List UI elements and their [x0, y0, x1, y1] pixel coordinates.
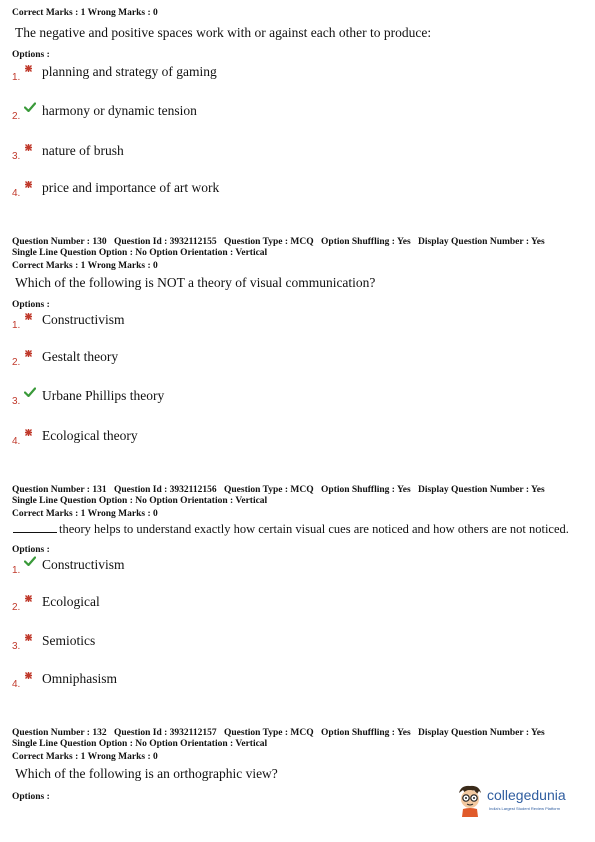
- option-row: [12, 101, 197, 122]
- display-question-number: Display Question Number : Yes: [418, 237, 545, 247]
- question-text-q129: The negative and positive spaces work with or against each other to produce:: [15, 25, 432, 40]
- option-text: Urbane Phillips theory: [42, 388, 165, 403]
- collegedunia-logo: [455, 783, 580, 819]
- option-row: [12, 310, 125, 331]
- marks-q131: Correct Marks : 1 Wrong Marks : 0: [12, 509, 158, 519]
- option-row: [12, 669, 118, 690]
- option-text: planning and strategy of gaming: [42, 64, 217, 79]
- option-text: price and importance of art work: [42, 180, 220, 195]
- question-number: Question Number : 131: [12, 485, 107, 495]
- question-id: Question Id : 3932112156: [113, 485, 217, 495]
- logo-tagline: India's Largest Student Review Platform: [489, 806, 561, 811]
- question-type: Question Type : MCQ: [224, 485, 314, 495]
- question-text-q131: [13, 522, 569, 537]
- option-row: [12, 178, 220, 199]
- option-text: harmony or dynamic tension: [42, 103, 197, 118]
- option-number: 3.: [12, 151, 21, 162]
- option-number: 2.: [12, 111, 21, 122]
- marks-q129: Correct Marks : 1 Wrong Marks : 0: [12, 8, 158, 18]
- option-row: [12, 592, 100, 613]
- option-text: Ecological: [42, 594, 100, 609]
- option-number: 4.: [12, 436, 21, 447]
- cross-icon: [24, 345, 38, 363]
- options-label-q129: Options :: [12, 50, 50, 60]
- options-label-q131: Options :: [12, 545, 50, 555]
- option-shuffling: Option Shuffling : Yes: [321, 485, 411, 495]
- option-number: 1.: [12, 565, 21, 576]
- option-number: 1.: [12, 72, 21, 83]
- question-meta-q130: [12, 237, 550, 248]
- question-text-body: theory helps to understand exactly how certain visual cues are noticed and how others are not noticed.: [59, 522, 569, 536]
- option-shuffling: Option Shuffling : Yes: [321, 237, 411, 247]
- question-meta2-q132: Single Line Question Option : No Option Orientation : Vertical: [12, 739, 268, 749]
- option-shuffling: Option Shuffling : Yes: [321, 728, 411, 738]
- option-text: Semiotics: [42, 633, 96, 648]
- option-number: 3.: [12, 641, 21, 652]
- check-icon: [24, 99, 38, 117]
- option-text: Ecological theory: [42, 428, 138, 443]
- cross-icon: [24, 629, 38, 647]
- option-row: [12, 426, 138, 447]
- options-label-q130: Options :: [12, 300, 50, 310]
- cross-icon: [24, 590, 38, 608]
- option-text: Constructivism: [42, 557, 125, 572]
- question-id: Question Id : 3932112157: [113, 728, 217, 738]
- question-text-q132: Which of the following is an orthographic view?: [15, 766, 278, 781]
- cross-icon: [24, 139, 38, 157]
- cross-icon: [24, 60, 38, 78]
- option-text: nature of brush: [42, 143, 124, 158]
- check-icon: [24, 384, 38, 402]
- option-number: 1.: [12, 320, 21, 331]
- question-type: Question Type : MCQ: [224, 728, 314, 738]
- cross-icon: [24, 308, 38, 326]
- check-icon: [24, 553, 38, 571]
- mascot-icon: [455, 783, 485, 817]
- question-meta2-q131: Single Line Question Option : No Option Orientation : Vertical: [12, 496, 268, 506]
- option-row: [12, 386, 165, 407]
- option-number: 2.: [12, 357, 21, 368]
- question-text-q130: Which of the following is NOT a theory of visual communication?: [15, 275, 376, 290]
- blank-line: [13, 522, 57, 533]
- option-row: [12, 347, 119, 368]
- option-row: [12, 555, 125, 576]
- question-type: Question Type : MCQ: [224, 237, 314, 247]
- question-number: Question Number : 130: [12, 237, 107, 247]
- option-number: 3.: [12, 396, 21, 407]
- option-text: Omniphasism: [42, 671, 118, 686]
- option-row: [12, 631, 96, 652]
- option-number: 4.: [12, 679, 21, 690]
- option-row: [12, 62, 217, 83]
- question-meta-q131: [12, 485, 550, 496]
- display-question-number: Display Question Number : Yes: [418, 485, 545, 495]
- cross-icon: [24, 176, 38, 194]
- option-text: Constructivism: [42, 312, 125, 327]
- option-number: 2.: [12, 602, 21, 613]
- question-meta2-q130: Single Line Question Option : No Option Orientation : Vertical: [12, 248, 268, 258]
- display-question-number: Display Question Number : Yes: [418, 728, 545, 738]
- logo-name: collegedunia: [487, 787, 566, 803]
- option-text: Gestalt theory: [42, 349, 119, 364]
- question-number: Question Number : 132: [12, 728, 107, 738]
- question-id: Question Id : 3932112155: [113, 237, 217, 247]
- cross-icon: [24, 424, 38, 442]
- marks-q132: Correct Marks : 1 Wrong Marks : 0: [12, 752, 158, 762]
- option-row: [12, 141, 124, 162]
- cross-icon: [24, 667, 38, 685]
- marks-q130: Correct Marks : 1 Wrong Marks : 0: [12, 261, 158, 271]
- option-number: 4.: [12, 188, 21, 199]
- options-label-q132: Options :: [12, 792, 50, 802]
- question-meta-q132: [12, 728, 550, 739]
